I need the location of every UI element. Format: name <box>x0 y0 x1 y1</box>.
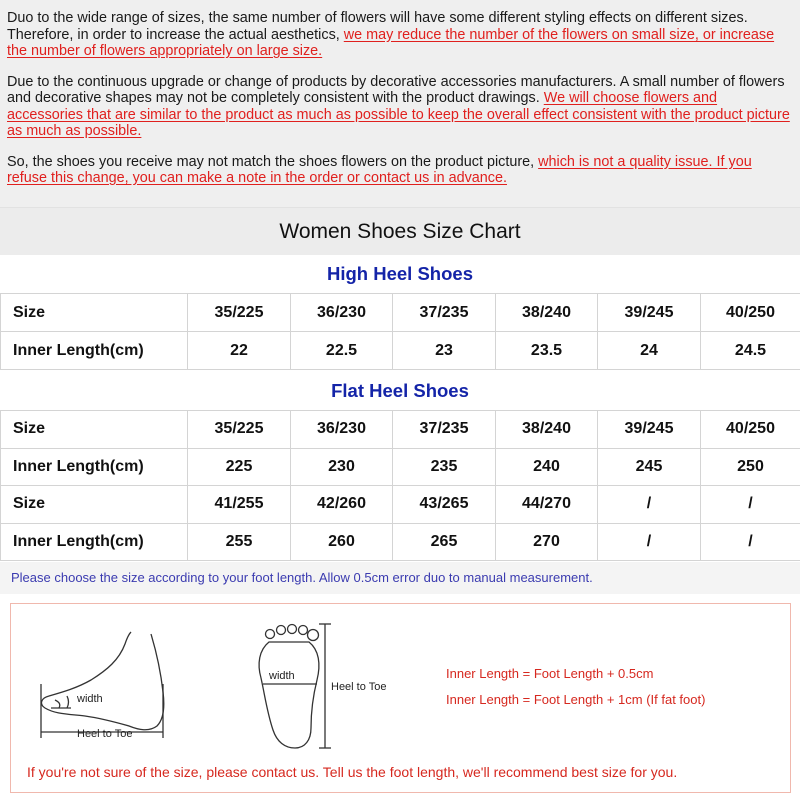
table-cell: 38/240 <box>496 411 598 449</box>
table-cell: 23 <box>393 332 496 370</box>
table-cell: 37/235 <box>393 294 496 332</box>
table-cell: 36/230 <box>291 294 393 332</box>
row-header-cell: Inner Length(cm) <box>1 332 188 370</box>
table-cell: 38/240 <box>496 294 598 332</box>
notice-text-1: Duo to the wide range of sizes, the same number of flowers will have some different styling effects on different sizes. Therefore, in order to increase the actual aesthetics, <box>7 10 748 43</box>
table-row <box>1 523 800 561</box>
notice-text-2: Due to the continuous upgrade or change of products by decorative accessories manufacturers. A small number of flowers and decorative shapes may not be completely consistent with the product drawings. <box>7 73 785 106</box>
row-header-cell: Size <box>1 486 188 524</box>
notice-highlight-3: which is not a quality issue. If you refuse this change, you can make a note in the order or contact us in advance. <box>7 153 752 186</box>
flat-heel-title: Flat Heel Shoes <box>0 372 800 410</box>
table-cell: / <box>598 486 701 524</box>
flat-heel-table <box>0 410 800 561</box>
side-length-label: Heel to Toe <box>77 728 133 740</box>
table-cell: 230 <box>291 448 393 486</box>
table-row <box>1 332 800 370</box>
table-cell: 35/225 <box>188 411 291 449</box>
table-cell: 225 <box>188 448 291 486</box>
table-cell: 42/260 <box>291 486 393 524</box>
table-row <box>1 448 800 486</box>
table-cell: 250 <box>701 448 800 486</box>
table-row <box>1 486 800 524</box>
table-cell: 245 <box>598 448 701 486</box>
table-cell: 24.5 <box>701 332 800 370</box>
table-cell: 35/225 <box>188 294 291 332</box>
table-cell: 24 <box>598 332 701 370</box>
formula-fat-foot: Inner Length = Foot Length + 1cm (If fat foot) <box>446 692 706 707</box>
row-header-cell: Inner Length(cm) <box>1 448 188 486</box>
table-cell: 265 <box>393 523 496 561</box>
foot-side-icon <box>41 632 164 738</box>
table-cell: 39/245 <box>598 411 701 449</box>
table-cell: 43/265 <box>393 486 496 524</box>
table-cell: 235 <box>393 448 496 486</box>
notice-block <box>0 0 800 207</box>
row-header-cell: Inner Length(cm) <box>1 523 188 561</box>
notice-highlight-2: We will choose flowers and accessories that are similar to the product as much as possible to keep the overall effect consistent with the product picture as much as possible. <box>7 90 790 139</box>
table-row <box>1 411 800 449</box>
table-cell: / <box>598 523 701 561</box>
foot-sole-icon <box>259 624 331 748</box>
table-cell: 22.5 <box>291 332 393 370</box>
table-cell: 260 <box>291 523 393 561</box>
sole-length-label: Heel to Toe <box>331 681 387 693</box>
high-heel-title: High Heel Shoes <box>0 255 800 293</box>
table-cell: 41/255 <box>188 486 291 524</box>
table-cell: 23.5 <box>496 332 598 370</box>
table-cell: 36/230 <box>291 411 393 449</box>
contact-help-text: If you're not sure of the size, please contact us. Tell us the foot length, we'll recommend best size for you. <box>27 764 678 780</box>
table-cell: / <box>701 523 800 561</box>
formula-normal: Inner Length = Foot Length + 0.5cm <box>446 666 654 681</box>
table-cell: 270 <box>496 523 598 561</box>
notice-paragraph-1 <box>7 10 792 60</box>
table-cell: 22 <box>188 332 291 370</box>
table-cell: 40/250 <box>701 294 800 332</box>
row-header-cell: Size <box>1 294 188 332</box>
table-cell: 255 <box>188 523 291 561</box>
notice-highlight-1: we may reduce the number of the flowers on small size, or increase the number of flowers appropriately on large size. <box>7 26 775 59</box>
table-cell: / <box>701 486 800 524</box>
table-cell: 39/245 <box>598 294 701 332</box>
table-row <box>1 294 800 332</box>
table-cell: 44/270 <box>496 486 598 524</box>
measuring-guide <box>10 603 791 793</box>
side-width-label: width <box>77 693 103 705</box>
table-cell: 37/235 <box>393 411 496 449</box>
sole-width-label: width <box>269 670 295 682</box>
notice-text-3: So, the shoes you receive may not match the shoes flowers on the product picture, <box>7 153 539 170</box>
table-cell: 240 <box>496 448 598 486</box>
size-chart-title: Women Shoes Size Chart <box>0 207 800 255</box>
row-header-cell: Size <box>1 411 188 449</box>
notice-paragraph-2 <box>7 74 792 140</box>
table-cell: 40/250 <box>701 411 800 449</box>
measurement-note: Please choose the size according to your foot length. Allow 0.5cm error duo to manual measurement. <box>0 562 800 594</box>
notice-paragraph-3 <box>7 154 792 187</box>
high-heel-table <box>0 293 800 370</box>
